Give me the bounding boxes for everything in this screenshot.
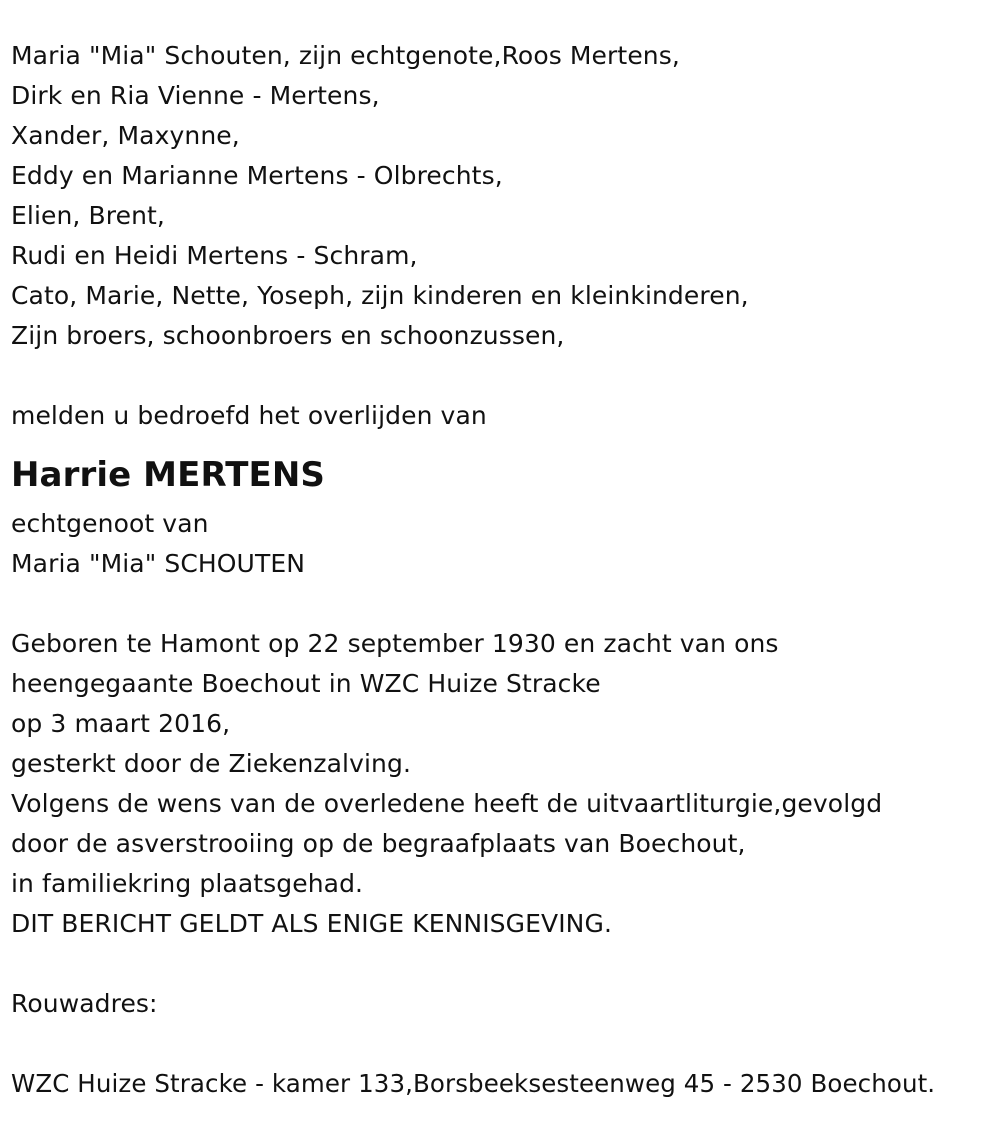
spouse-name: Maria "Mia" SCHOUTEN [11,549,306,578]
detail-line: Geboren te Hamont op 22 september 1930 en zacht van ons [11,629,779,658]
family-line: Elien, Brent, [11,201,165,230]
detail-line: Volgens de wens van de overledene heeft de uitvaartliturgie,gevolgd [11,789,883,818]
detail-line: heengegaante Boechout in WZC Huize Stracke [11,669,601,698]
details-block [11,624,996,944]
relation-text: echtgenoot van [11,509,209,538]
family-list [11,36,996,356]
death-notice [11,36,996,1104]
family-line: Cato, Marie, Nette, Yoseph, zijn kinderen en kleinkinderen, [11,281,749,310]
mourning-address-label: Rouwadres: [11,989,158,1018]
detail-line: in familiekring plaatsgehad. [11,869,364,898]
family-line: Eddy en Marianne Mertens - Olbrechts, [11,161,503,190]
mourning-address: WZC Huize Stracke - kamer 133,Borsbeeksesteenweg 45 - 2530 Boechout. [11,1069,936,1098]
family-line: Dirk en Ria Vienne - Mertens, [11,81,380,110]
family-line: Xander, Maxynne, [11,121,240,150]
family-line: Zijn broers, schoonbroers en schoonzussen, [11,321,565,350]
deceased-name: Harrie MERTENS [11,455,325,495]
announcement-text: melden u bedroefd het overlijden van [11,401,487,430]
spacer [11,944,996,984]
detail-line: door de asverstrooiing op de begraafplaats van Boechout, [11,829,746,858]
detail-line: op 3 maart 2016, [11,709,231,738]
spacer [11,584,996,624]
detail-line: DIT BERICHT GELDT ALS ENIGE KENNISGEVING. [11,909,612,938]
family-line: Maria "Mia" Schouten, zijn echtgenote,Roos Mertens, [11,41,680,70]
family-line: Rudi en Heidi Mertens - Schram, [11,241,418,270]
spacer [11,356,996,396]
spacer [11,1024,996,1064]
detail-line: gesterkt door de Ziekenzalving. [11,749,411,778]
